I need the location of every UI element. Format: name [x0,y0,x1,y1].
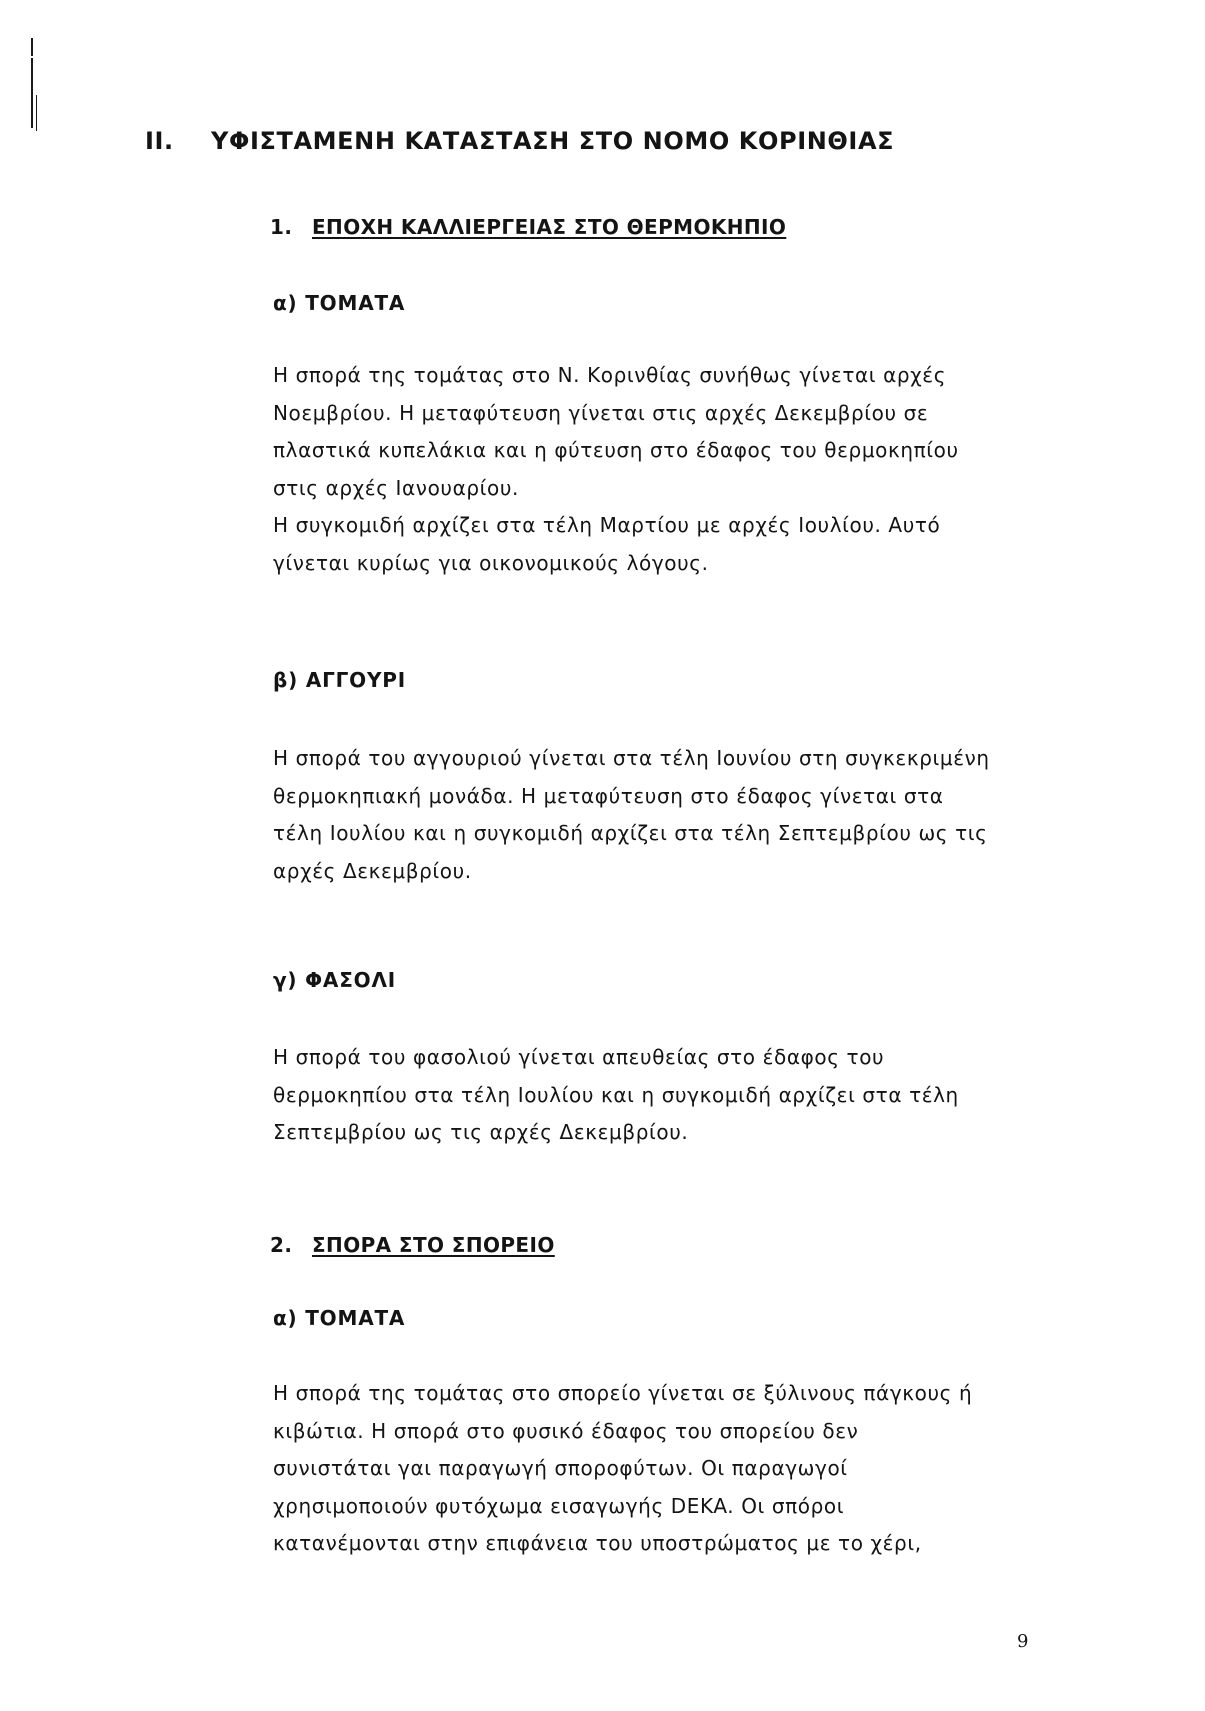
chapter-heading [145,127,894,155]
paragraph [273,357,959,582]
paragraph [273,1375,972,1563]
margin-mark [36,95,37,131]
section-number: 1. [270,215,293,239]
subsection-heading: α) ΤΟΜΑΤΑ [273,291,406,315]
subsection-heading: α) ΤΟΜΑΤΑ [273,1306,406,1330]
chapter-number: II. [145,127,174,155]
section-heading [270,1233,555,1257]
text-line: Η συγκομιδή αρχίζει στα τέλη Μαρτίου με αρχές Ιουλίου. Αυτό [273,513,941,537]
text-line: πλαστικά κυπελάκια και η φύτευση στο έδαφος του θερμοκηπίου [273,438,959,462]
text-line: στις αρχές Ιανουαρίου. [273,475,519,500]
text-line: Η σπορά του φασολιού γίνεται απευθείας στο έδαφος του [273,1045,885,1069]
text-line: Η σπορά της τομάτας στο Ν. Κορινθίας συνήθως γίνεται αρχές [273,363,947,387]
section-number: 2. [270,1233,293,1257]
page-number: 9 [1017,1631,1029,1652]
margin-mark [31,38,33,56]
section-title: ΣΠΟΡΑ ΣΤΟ ΣΠΟΡΕΙΟ [312,1233,555,1257]
text-line: τέλη Ιουλίου και η συγκομιδή αρχίζει στα τέλη Σεπτεμβρίου ως τις [273,821,988,845]
text-line: κατανέμονται στην επιφάνεια του υποστρώματος με το χέρι, [273,1531,922,1555]
text-line: γίνεται κυρίως για οικονομικούς λόγους. [273,550,709,575]
text-line: χρησιμοποιούν φυτόχωμα εισαγωγής DEKA. Οι σπόροι [273,1493,845,1518]
text-line: θερμοκηπίου στα τέλη Ιουλίου και η συγκομιδή αρχίζει στα τέλη [273,1082,959,1107]
text-line: Νοεμβρίου. Η μεταφύτευση γίνεται στις αρχές Δεκεμβρίου σε [273,400,929,425]
text-line: κιβώτια. Η σπορά στο φυσικό έδαφος του σπορείου δεν [273,1418,859,1443]
subsection-heading: γ) ΦΑΣΟΛΙ [273,968,396,992]
text-line: θερμοκηπιακή μονάδα. Η μεταφύτευση στο έδαφος γίνεται στα [273,783,944,808]
text-line: συνιστάται γαι παραγωγή σποροφύτων. Οι παραγωγοί [273,1456,848,1480]
text-line: Η σπορά του αγγουριού γίνεται στα τέλη Ιουνίου στη συγκεκριμένη [273,746,990,770]
text-line: Σεπτεμβρίου ως τις αρχές Δεκεμβρίου. [273,1120,689,1144]
paragraph [273,740,990,890]
text-line: αρχές Δεκεμβρίου. [273,858,472,883]
chapter-title: ΥΦΙΣΤΑΜΕΝΗ ΚΑΤΑΣΤΑΣΗ ΣΤΟ ΝΟΜΟ ΚΟΡΙΝΘΙΑΣ [211,127,895,155]
margin-mark [31,58,33,128]
text-line: Η σπορά της τομάτας στο σπορείο γίνεται σε ξύλινους πάγκους ή [273,1381,973,1405]
paragraph [273,1039,959,1152]
subsection-heading: β) ΑΓΓΟΥΡΙ [273,668,406,692]
section-title: ΕΠΟΧΗ ΚΑΛΛΙΕΡΓΕΙΑΣ ΣΤΟ ΘΕΡΜΟΚΗΠΙΟ [312,215,787,239]
section-heading [270,215,786,239]
